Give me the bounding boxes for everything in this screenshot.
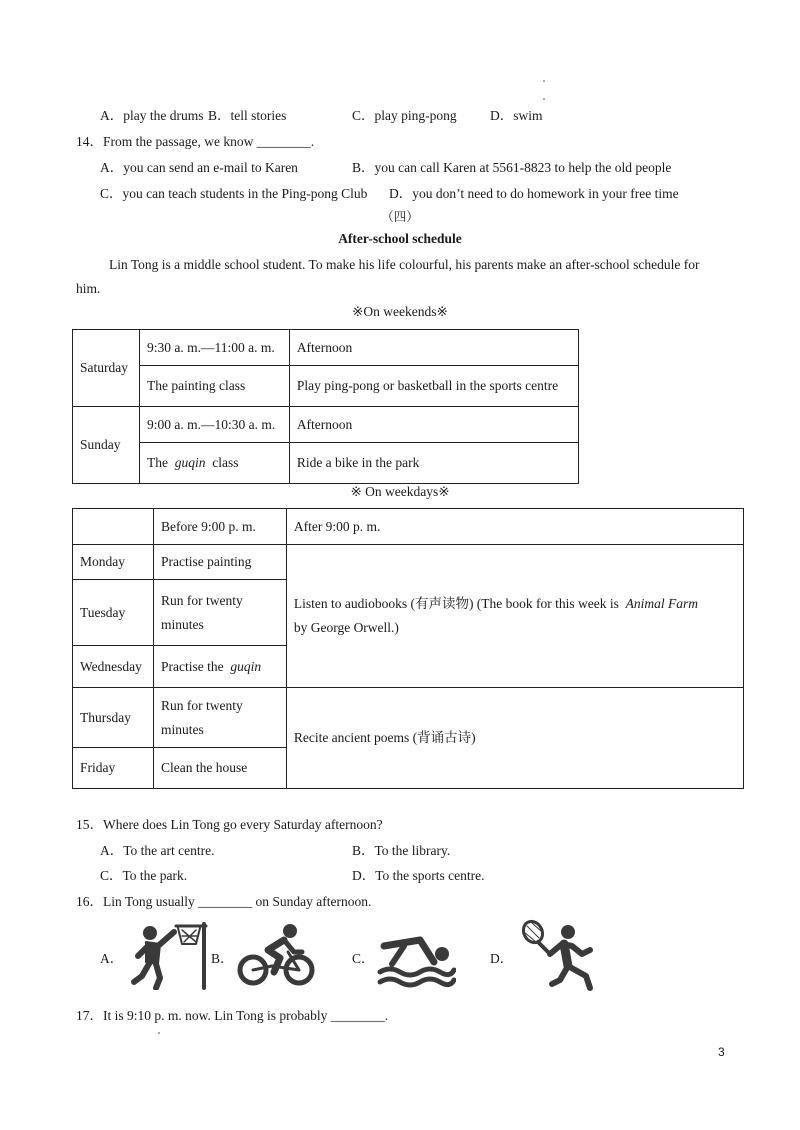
basketball-player-icon — [130, 920, 212, 990]
q13-option-a: A．play the drums — [100, 108, 204, 123]
q15-option-c: C．To the park. — [100, 868, 188, 883]
col-before-header: Before 9:00 p. m. — [153, 509, 286, 545]
q15-option-d: D．To the sports centre. — [352, 868, 485, 883]
q16-option-d: D． — [490, 951, 514, 966]
sunday-cell: Sunday — [73, 407, 140, 484]
tennis-player-icon — [516, 918, 608, 992]
page-number: 3 — [718, 1045, 725, 1059]
saturday-afternoon-label: Afternoon — [289, 330, 578, 366]
wednesday-cell: Wednesday — [73, 646, 154, 688]
tuesday-before: Run for twenty minutes — [153, 580, 286, 646]
corner-cell — [73, 509, 154, 545]
weekdays-heading: ※ On weekdays※ — [350, 484, 450, 499]
wednesday-before: Practise the guqin — [153, 646, 286, 688]
q14-option-d: D．you don’t need to do homework in your free time — [389, 186, 679, 201]
thursday-cell: Thursday — [73, 688, 154, 748]
q13-option-b: B．tell stories — [208, 108, 287, 123]
mon-wed-after: Listen to audiobooks (有声读物) (The book for this week is Animal Farm by George Orwell.) — [286, 545, 743, 688]
weekends-table — [72, 329, 579, 484]
intro-line-1: Lin Tong is a middle school student. To make his life colourful, his parents make an after-school schedule for — [109, 257, 700, 272]
saturday-morning-time: 9:30 a. m.—11:00 a. m. — [139, 330, 289, 366]
saturday-afternoon-activity: Play ping-pong or basketball in the sports centre — [289, 366, 578, 407]
q15-option-a: A．To the art centre. — [100, 843, 215, 858]
q16-stem: 16．Lin Tong usually ________ on Sunday afternoon. — [76, 894, 372, 909]
monday-cell: Monday — [73, 545, 154, 580]
sunday-morning-activity: The guqin class — [139, 443, 289, 484]
q15-stem: 15．Where does Lin Tong go every Saturday afternoon? — [76, 817, 383, 832]
saturday-cell: Saturday — [73, 330, 140, 407]
weekdays-table — [72, 508, 744, 789]
q13-option-c: C．play ping-pong — [352, 108, 457, 123]
q16-option-a: A． — [100, 951, 124, 966]
q14-option-b: B．you can call Karen at 5561-8823 to help the old people — [352, 160, 672, 175]
sunday-afternoon-label: Afternoon — [289, 407, 578, 443]
q14-option-c: C．you can teach students in the Ping-pong Club — [100, 186, 368, 201]
q15-option-b: B．To the library. — [352, 843, 451, 858]
intro-line-2: him. — [76, 281, 101, 296]
section-number: （四） — [381, 209, 419, 224]
swimmer-icon — [376, 932, 456, 988]
thu-fri-after: Recite ancient poems (背诵古诗) — [286, 688, 743, 789]
col-after-header: After 9:00 p. m. — [286, 509, 743, 545]
weekends-heading: ※On weekends※ — [352, 304, 448, 319]
q16-option-b: B． — [211, 951, 234, 966]
friday-cell: Friday — [73, 748, 154, 789]
q14-option-a: A．you can send an e-mail to Karen — [100, 160, 298, 175]
thursday-before: Run for twenty minutes — [153, 688, 286, 748]
sunday-morning-time: 9:00 a. m.—10:30 a. m. — [139, 407, 289, 443]
q13-option-d: D．swim — [490, 108, 543, 123]
q14-stem: 14．From the passage, we know ________. — [76, 134, 315, 149]
q16-option-c: C． — [352, 951, 375, 966]
cyclist-icon — [236, 922, 318, 988]
q17-stem: 17．It is 9:10 p. m. now. Lin Tong is probably ________. — [76, 1008, 389, 1023]
section-title: After-school schedule — [338, 231, 462, 246]
saturday-morning-activity: The painting class — [139, 366, 289, 407]
friday-before: Clean the house — [153, 748, 286, 789]
tuesday-cell: Tuesday — [73, 580, 154, 646]
sunday-afternoon-activity: Ride a bike in the park — [289, 443, 578, 484]
monday-before: Practise painting — [153, 545, 286, 580]
